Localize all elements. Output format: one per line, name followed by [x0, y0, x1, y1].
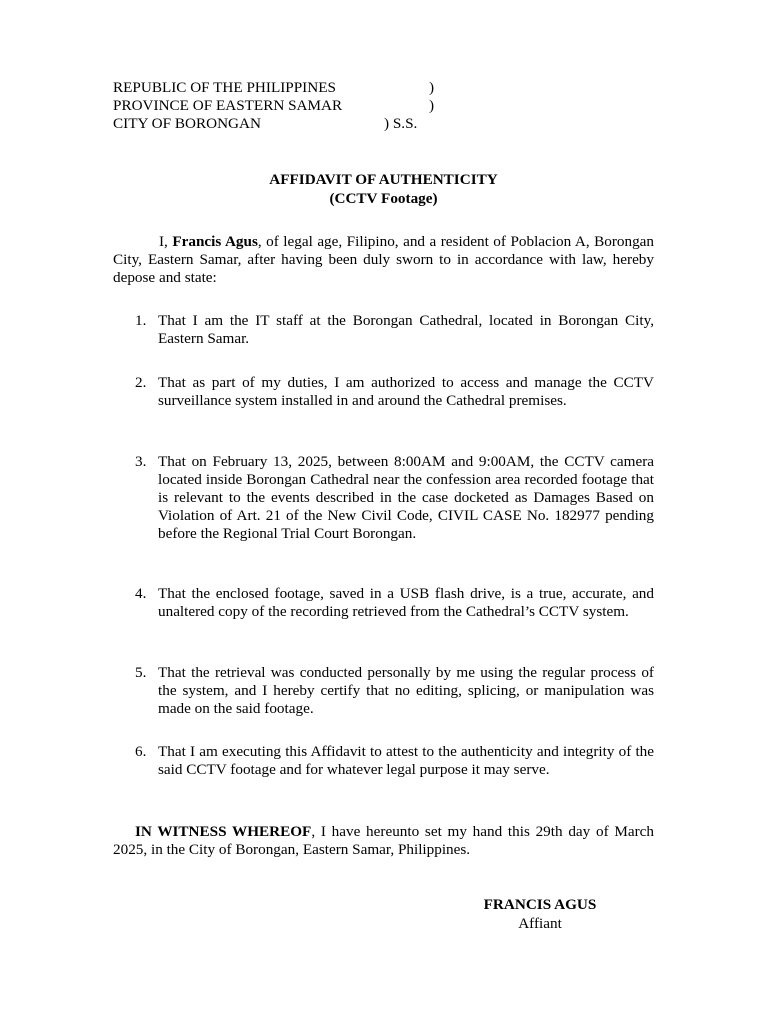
- list-item-number: 4.: [135, 585, 147, 602]
- affiant-role: Affiant: [518, 915, 562, 932]
- list-item-number: 2.: [135, 374, 147, 391]
- list-item: [113, 312, 654, 348]
- list-item-text: That the retrieval was conducted personally by me using the regular process of the system, and I hereby certify that no editing, splicing, or manipulation was made on the said footage.: [158, 664, 654, 717]
- affiant-name-inline: Francis Agus: [172, 233, 258, 250]
- witness-lead: IN WITNESS WHEREOF: [135, 823, 312, 840]
- list-item-text: That I am executing this Affidavit to attest to the authenticity and integrity of the said CCTV footage and for whatever legal purpose it may serve.: [158, 743, 654, 778]
- list-item-text: That on February 13, 2025, between 8:00AM and 9:00AM, the CCTV camera located inside Borongan Cathedral near the confession area recorded footage that is relevant to the events described in the case docketed as Damages Based on Violation of Art. 21 of the New Civil Code, CIVIL CASE No. 182977 pending before the Regional Trial Court Borongan.: [158, 453, 654, 542]
- title-main: AFFIDAVIT OF AUTHENTICITY: [269, 171, 498, 188]
- list-item: [113, 374, 654, 410]
- list-item-number: 6.: [135, 743, 147, 760]
- list-item: [113, 664, 654, 718]
- affiant-name: FRANCIS AGUS: [483, 896, 597, 913]
- venue-line-province: [113, 97, 453, 115]
- list-item: [113, 585, 654, 621]
- title-sub: (CCTV Footage): [329, 190, 438, 207]
- signature-block: [460, 896, 620, 933]
- list-item: [113, 743, 654, 779]
- list-item-text: That the enclosed footage, saved in a USB flash drive, is a true, accurate, and unaltered copy of the recording retrieved from the Cathedral’s CCTV system.: [158, 585, 654, 620]
- venue-block: [113, 79, 453, 133]
- venue-text: CITY OF BORONGAN: [113, 115, 261, 132]
- venue-mark: ): [429, 79, 435, 96]
- list-item-text: That as part of my duties, I am authorized to access and manage the CCTV surveillance system installed in and around the Cathedral premises.: [158, 374, 654, 409]
- intro-rest: , of legal age, Filipino, and a resident of Poblacion A, Borongan City, Eastern Samar, after having been duly sworn to in accordance with law, hereby depose and state:: [113, 233, 655, 286]
- venue-line-republic: [113, 79, 453, 97]
- venue-mark: ): [429, 97, 435, 114]
- intro-lead: I,: [159, 233, 173, 250]
- venue-text: PROVINCE OF EASTERN SAMAR: [113, 97, 343, 114]
- document-title: [113, 171, 654, 209]
- list-item-number: 1.: [135, 312, 147, 329]
- venue-text: REPUBLIC OF THE PHILIPPINES: [113, 79, 336, 96]
- list-item-number: 3.: [135, 453, 147, 470]
- list-item: [113, 453, 654, 543]
- list-item-number: 5.: [135, 664, 147, 681]
- venue-mark: ) S.S.: [384, 115, 418, 132]
- list-item-text: That I am the IT staff at the Borongan Cathedral, located in Borongan City, Eastern Samar.: [158, 312, 654, 347]
- intro-paragraph: [113, 233, 654, 287]
- witness-paragraph: [113, 823, 654, 859]
- venue-line-city: [113, 115, 453, 133]
- witness-rest: , I have hereunto set my hand this 29th day of March 2025, in the City of Borongan, Eastern Samar, Philippines.: [113, 823, 655, 858]
